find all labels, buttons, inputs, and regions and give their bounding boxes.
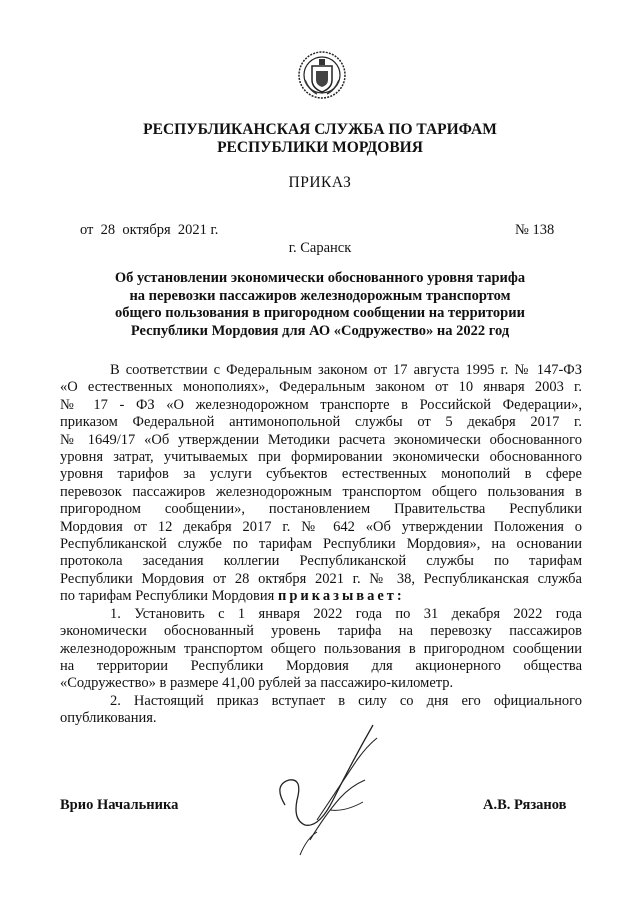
decision-prefix: по тарифам Республики Мордовия [60, 588, 278, 605]
body-line: перевозок пассажиров железнодорожным транспортом общего пользования в [60, 483, 582, 500]
order-date: от 28 октября 2021 г. [80, 222, 219, 238]
handwritten-signature [255, 720, 405, 860]
organization-name [0, 121, 640, 157]
body-line: опубликования. [60, 710, 157, 727]
org-line-2: РЕСПУБЛИКИ МОРДОВИЯ [217, 139, 423, 156]
body-line: 2. Настоящий приказ вступает в силу со дня его официального [110, 692, 582, 709]
subject-line: общего пользования в пригородном сообщении на территории [115, 305, 525, 321]
body-line: железнодорожным транспортом общего пользования в пригородном сообщении [60, 640, 582, 657]
body-line: экономически обоснованный уровень тарифа на перевозку пассажиров [60, 623, 582, 640]
order-city: г. Саранск [288, 240, 352, 256]
coat-of-arms-emblem [297, 50, 347, 100]
subject-line: на перевозки пассажиров железнодорожным транспортом [129, 287, 511, 304]
document-type: ПРИКАЗ [288, 174, 352, 191]
body-line: протокола заседания коллегии Республиканской службы по тарифам [60, 553, 582, 570]
decision-verb: приказывает: [277, 588, 405, 605]
body-line: № 1649/17 «Об утверждении Методики расчета экономически обоснованного [60, 431, 582, 448]
body-line: «О естественных монополиях», Федеральным законом от 10 января 2003 г. [60, 379, 582, 396]
body-line: 1. Установить с 1 января 2022 года по 31 декабря 2022 года [110, 605, 582, 622]
body-line: В соответствии с Федеральным законом от 17 августа 1995 г. № 147-ФЗ [110, 362, 582, 378]
body-line: на территории Республики Мордовия для акционерного общества [60, 657, 582, 674]
body-line: уровня тарифов за услуги субъектов естественных монополий в сфере [60, 466, 582, 483]
body-line: Республиканской службе по тарифам Республики Мордовия», на основании [60, 536, 582, 553]
body-line: Республики Мордовия от 28 октября 2021 г. № 38, Республиканская служба [60, 570, 582, 587]
subject-line: Об установлении экономически обоснованного уровня тарифа [114, 270, 526, 286]
body-line: приказом Федеральной антимонопольной службы от 5 декабря 2017 г. [60, 414, 582, 431]
order-body [60, 362, 582, 728]
subject-line: Республики Мордовия для АО «Содружество» на 2022 год [130, 322, 510, 339]
body-line: «Содружество» в размере 41,00 рублей за пассажиро-километр. [60, 675, 454, 692]
body-line: пригородном сообщении», постановлением Правительства Республики [60, 501, 582, 518]
signatory-position: Врио Начальника [60, 797, 179, 813]
order-number: № 138 [515, 222, 555, 238]
body-line: Мордовия от 12 декабря 2017 г. № 642 «Об утверждении Положения о [60, 518, 582, 535]
org-line-1: РЕСПУБЛИКАНСКАЯ СЛУЖБА ПО ТАРИФАМ [143, 121, 497, 138]
body-line: № 17 - ФЗ «О железнодорожном транспорте в Российской Федерации», [60, 396, 582, 413]
signatory-name: А.В. Рязанов [483, 797, 567, 813]
order-subject [60, 270, 580, 340]
body-line: уровня затрат, учитываемых при формировании экономически обоснованного [60, 449, 582, 466]
body-line-decision [60, 588, 582, 605]
